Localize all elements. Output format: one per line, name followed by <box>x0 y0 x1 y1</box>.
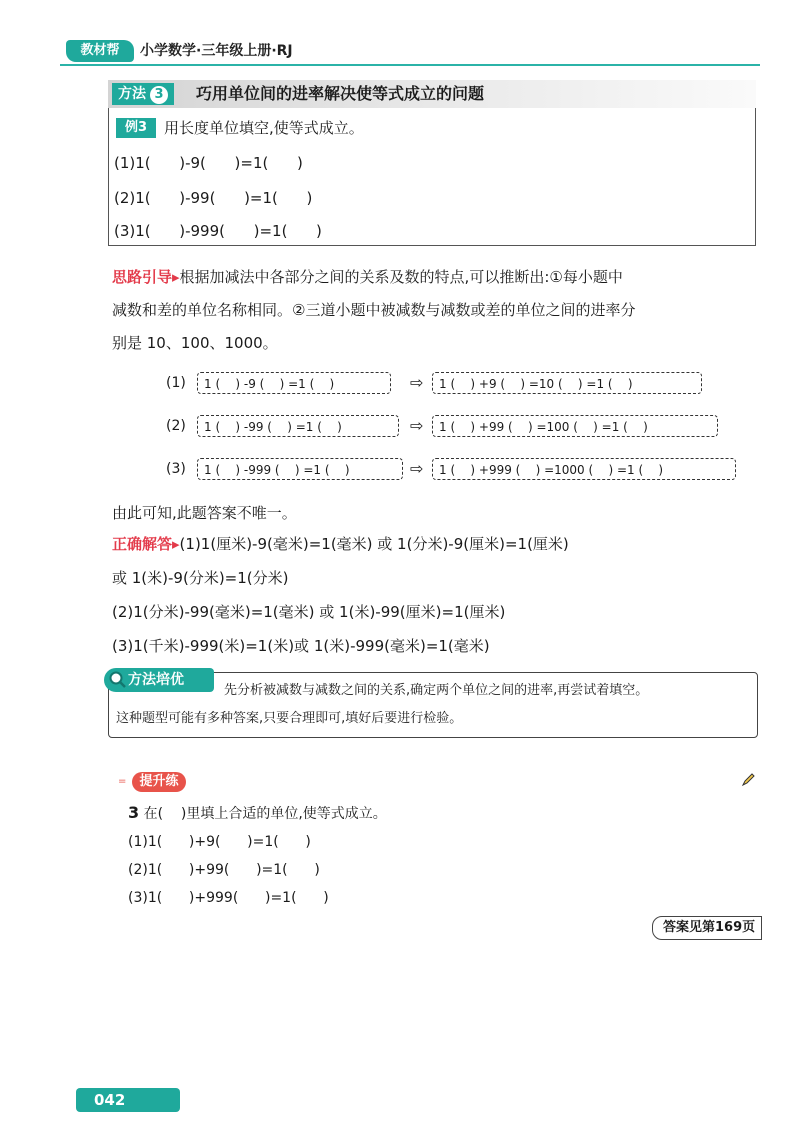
solution-line: (3)1(千米)-999(米)=1(米)或 1(米)-999(毫米)=1(毫米) <box>112 637 490 655</box>
reasoning-line <box>112 265 760 289</box>
solution-text: (1)1(厘米)-9(毫米)=1(毫米) 或 1(分米)-9(厘米)=1(厘米) <box>179 535 569 553</box>
practice-tag: 提升练 <box>132 772 186 792</box>
example-item: (3)1( )-999( )=1( ) <box>114 222 322 240</box>
method-tag-label: 方法 <box>118 86 146 102</box>
solution-line: 或 1(米)-9(分米)=1(分米) <box>112 569 289 587</box>
flow-left-box: 1 ( ) -999 ( ) =1 ( ) <box>197 458 403 480</box>
summary-line: 这种题型可能有多种答案,只要合理即可,填好后要进行检验。 <box>116 711 463 726</box>
practice-item: (1)1( )+9( )=1( ) <box>128 834 311 850</box>
brand-logo: 教材帮 <box>66 40 134 62</box>
example-tag: 例3 <box>116 118 156 138</box>
magnifier-icon <box>108 670 128 690</box>
practice-item: (2)1( )+99( )=1( ) <box>128 862 320 878</box>
reasoning-conclusion: 由此可知,此题答案不唯一。 <box>112 504 297 522</box>
flow-right-box: 1 ( ) +99 ( ) =100 ( ) =1 ( ) <box>432 415 718 437</box>
method-number: 3 <box>150 86 168 104</box>
reasoning-label: 思路引导 <box>112 268 173 286</box>
book-title: 小学数学·三年级上册·RJ <box>140 43 293 59</box>
solution-line <box>112 532 760 556</box>
arrow-right-icon: ⇨ <box>410 373 424 392</box>
solution-label: 正确解答 <box>112 535 173 553</box>
triangle-icon: ▸ <box>172 268 180 286</box>
bullet-icon: = <box>118 776 127 787</box>
flow-row-num: (1) <box>166 375 186 391</box>
pencil-icon <box>740 772 756 788</box>
example-item: (1)1( )-9( )=1( ) <box>114 154 303 172</box>
flow-row-num: (2) <box>166 418 186 434</box>
example-item: (2)1( )-99( )=1( ) <box>114 189 313 207</box>
summary-line: 先分析被减数与减数之间的关系,确定两个单位之间的进率,再尝试着填空。 <box>224 683 649 698</box>
arrow-right-icon: ⇨ <box>410 459 424 478</box>
method-tag <box>112 83 174 105</box>
triangle-icon: ▸ <box>172 535 180 553</box>
summary-tag: 方法培优 <box>104 668 214 692</box>
flow-left-box: 1 ( ) -99 ( ) =1 ( ) <box>197 415 399 437</box>
answer-reference: 答案见第169页 <box>652 916 762 940</box>
flow-left-box: 1 ( ) -9 ( ) =1 ( ) <box>197 372 391 394</box>
reasoning-text: 根据加减法中各部分之间的关系及数的特点,可以推断出:①每小题中 <box>179 268 623 286</box>
page-number: 042 <box>94 1091 126 1109</box>
page-badge <box>76 1088 180 1112</box>
solution-line: (2)1(分米)-99(毫米)=1(毫米) 或 1(米)-99(厘米)=1(厘米) <box>112 603 506 621</box>
flow-right-box: 1 ( ) +999 ( ) =1000 ( ) =1 ( ) <box>432 458 736 480</box>
arrow-right-icon: ⇨ <box>410 416 424 435</box>
question-number: 3 <box>128 803 140 822</box>
reasoning-line: 减数和差的单位名称相同。②三道小题中被减数与减数或差的单位之间的进率分 <box>112 301 636 319</box>
method-title: 巧用单位间的进率解决使等式成立的问题 <box>196 84 485 103</box>
question-text: 在( )里填上合适的单位,使等式成立。 <box>143 806 387 822</box>
flow-right-box: 1 ( ) +9 ( ) =10 ( ) =1 ( ) <box>432 372 702 394</box>
practice-question <box>128 802 387 825</box>
practice-item: (3)1( )+999( )=1( ) <box>128 890 329 906</box>
flow-row-num: (3) <box>166 461 186 477</box>
example-prompt: 用长度单位填空,使等式成立。 <box>164 119 364 137</box>
reasoning-line: 别是 10、100、1000。 <box>112 334 278 352</box>
